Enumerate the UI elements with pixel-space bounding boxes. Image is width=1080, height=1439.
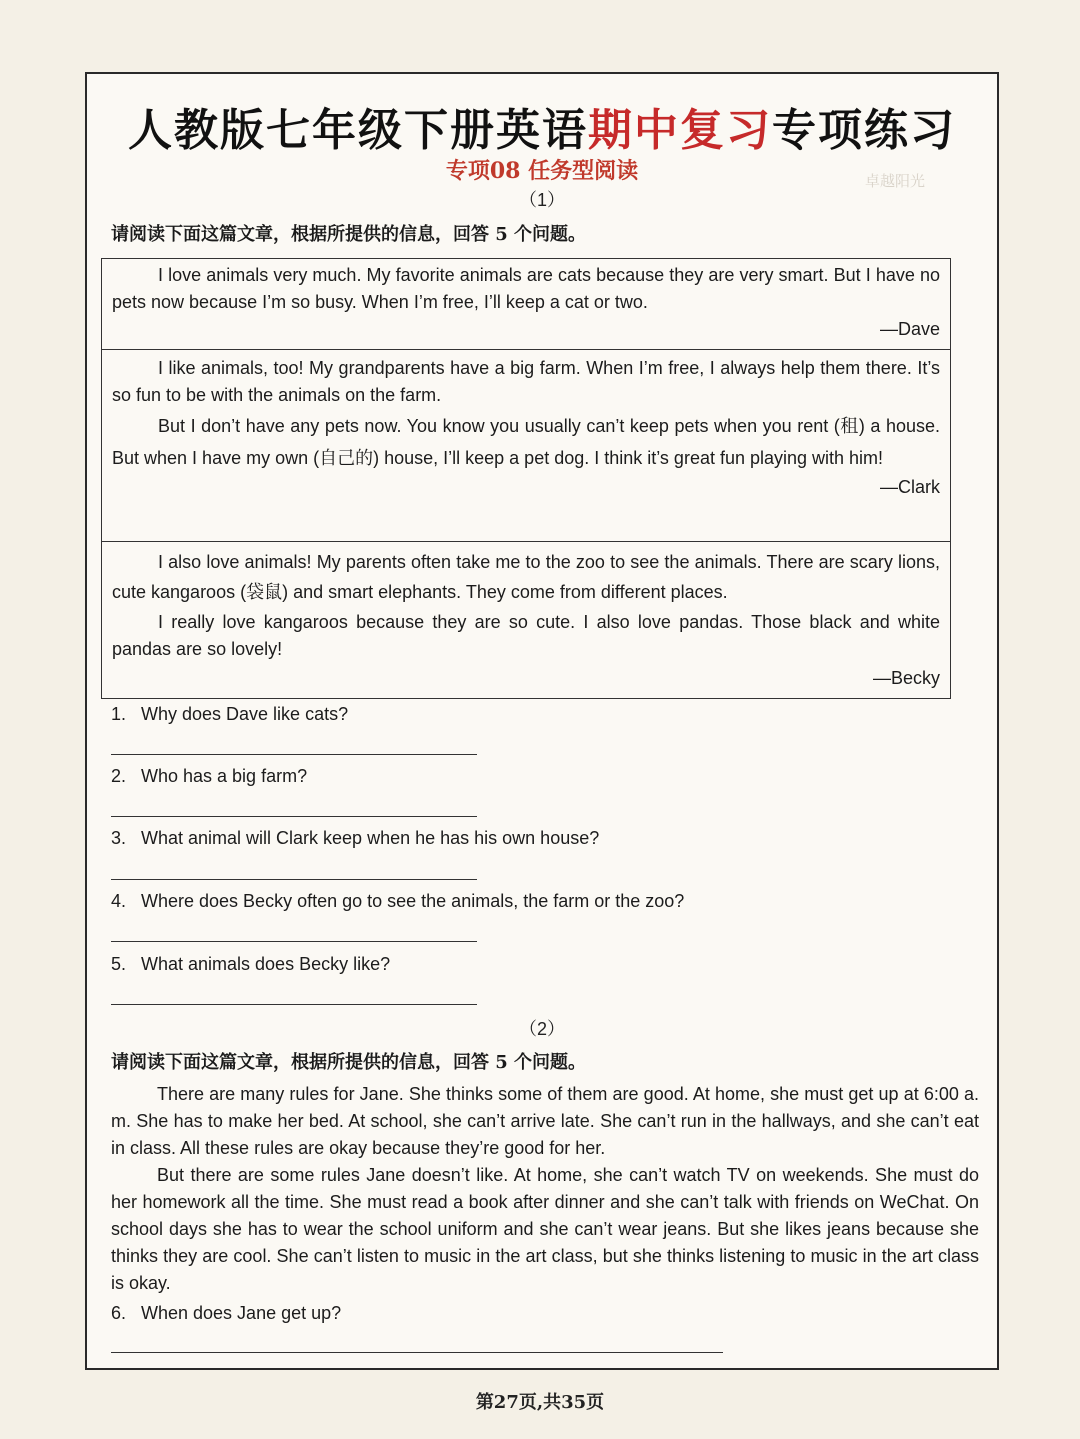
question-5: 5. What animals does Becky like? — [111, 954, 391, 974]
passage-paragraph: I really love kangaroos because they are so cute. I also love pandas. Those black and white pandas are so lovely! — [112, 612, 940, 659]
question-6: 6. When does Jane get up? — [111, 1303, 342, 1323]
worksheet-page — [85, 72, 999, 1370]
passage-paragraph: I love animals very much. My favorite animals are cats because they are very smart. But I have no pets now because I’m so busy. When I’m free, I’ll keep a cat or two. — [112, 265, 940, 312]
passage-paragraph: But I don’t have any pets now. You know you usually can’t keep pets when you rent (租) a house. But when I have my own (自己的) house, I’ll keep a pet dog. I think it’s great fun playing with him! — [112, 416, 940, 468]
watermark: 卓越阳光 — [865, 172, 926, 190]
question-3: 3. What animal will Clark keep when he has his own house? — [111, 828, 600, 848]
answer-line-4[interactable] — [111, 941, 477, 942]
answer-line-5[interactable] — [111, 1004, 477, 1005]
section2-number: （2） — [518, 1019, 565, 1039]
page-subtitle: 专项08 任务型阅读 — [445, 158, 639, 184]
answer-line-6[interactable] — [111, 1352, 723, 1353]
section2-instruction: 请阅读下面这篇文章，根据所提供的信息，回答 5 个问题。 — [111, 1052, 587, 1073]
passage-clark — [101, 349, 951, 542]
passage-paragraph: But there are some rules Jane doesn’t like. At home, she can’t watch TV on weekends. She must do her homework all the time. She must read a book after dinner and she can’t talk with friends on WeChat. On school days she has to wear the school uniform and she can’t wear jeans. But she likes jeans because she thinks they are cool. She can’t listen to music in the art class, but she thinks listening to music in the art class is okay. — [111, 1165, 979, 1293]
page-number: 第27页,共35页 — [475, 1392, 605, 1413]
answer-line-3[interactable] — [111, 879, 477, 880]
answer-line-1[interactable] — [111, 754, 477, 755]
answer-line-2[interactable] — [111, 816, 477, 817]
passage-paragraph: There are many rules for Jane. She thinks some of them are good. At home, she must get up at 6:00 a. m. She has to make her bed. At school, she can’t arrive late. She can’t run in the hallways, and she can’t eat in class. All these rules are okay because they’re good for her. — [111, 1084, 979, 1158]
passage-dave — [101, 258, 951, 350]
passage-becky — [101, 541, 951, 699]
page-title: 人教版七年级下册英语期中复习专项练习 — [128, 105, 956, 156]
passage-signature: —Becky — [872, 668, 940, 688]
passage-jane — [111, 1081, 979, 1297]
section1-instruction: 请阅读下面这篇文章，根据所提供的信息，回答 5 个问题。 — [111, 224, 587, 245]
passage-paragraph: I like animals, too! My grandparents have a big farm. When I’m free, I always help them there. It’s so fun to be with the animals on the farm. — [112, 358, 940, 405]
question-1: 1. Why does Dave like cats? — [111, 704, 349, 724]
section1-number: （1） — [518, 190, 565, 210]
question-4: 4. Where does Becky often go to see the animals, the farm or the zoo? — [111, 891, 685, 911]
question-2: 2. Who has a big farm? — [111, 766, 308, 786]
passage-signature: —Clark — [879, 477, 940, 497]
passage-signature: —Dave — [879, 319, 940, 339]
passage-paragraph: I also love animals! My parents often take me to the zoo to see the animals. There are scary lions, cute kangaroos (袋鼠) and smart elephants. They come from different places. — [112, 552, 940, 602]
